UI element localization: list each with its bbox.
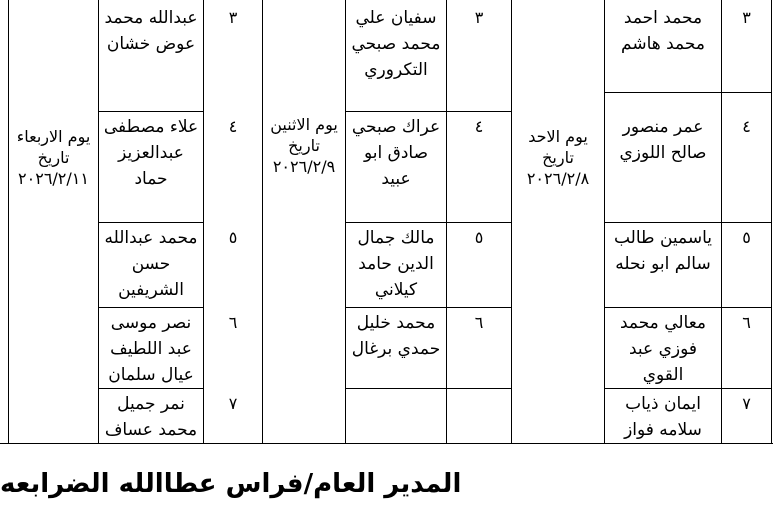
day-cell-wednesday <box>9 92 98 222</box>
day-label: يوم الاثنين <box>270 114 338 134</box>
row-divider <box>604 92 772 93</box>
row-number: ٣ <box>742 8 751 27</box>
row-divider <box>345 222 512 223</box>
row-number: ٦ <box>228 313 238 332</box>
date-value: ٢٠٢٦/٢/٨ <box>526 168 590 188</box>
row-number: ٥ <box>228 228 238 247</box>
employee-name: معالي محمد فوزي عبد القوي <box>619 313 707 385</box>
row-number: ٣ <box>474 8 484 27</box>
date-label: تاريخ <box>542 147 574 167</box>
director-signature-line: المدير العام/فراس عطاالله الضرابعه <box>0 469 462 499</box>
footer <box>0 458 773 510</box>
employee-name: ياسمين طالب سالم ابو نحله <box>613 228 713 274</box>
row-number: ٦ <box>742 313 751 332</box>
employee-name: عبدالله محمد عوض خشان <box>104 8 198 54</box>
day-cell-sunday <box>512 92 604 222</box>
employee-name: محمد خليل حمدي برغال <box>351 313 441 359</box>
employee-name: سفيان علي محمد صبحي التكروري <box>351 8 441 80</box>
row-number: ٤ <box>228 117 238 136</box>
employee-name: عمر منصور صالح اللوزي <box>619 117 707 163</box>
date-label: تاريخ <box>288 135 320 155</box>
date-value: ٢٠٢٦/٢/٩ <box>272 156 336 176</box>
row-divider <box>604 388 772 389</box>
employee-name: مالك جمال الدين حامد كيلاني <box>357 228 435 300</box>
row-divider <box>98 388 204 389</box>
date-value: ٢٠٢٦/٢/١١ <box>18 168 89 188</box>
day-cell-monday <box>263 80 345 210</box>
employee-name: محمد عبدالله حسن الشريفين <box>104 228 198 300</box>
day-label: يوم الاحد <box>528 126 588 146</box>
row-number: ٦ <box>474 313 484 332</box>
row-divider <box>98 111 204 112</box>
row-divider <box>345 307 512 308</box>
employee-name: نمر جميل محمد عساف <box>104 394 198 440</box>
row-number: ٣ <box>228 8 238 27</box>
row-number: ٤ <box>474 117 484 136</box>
day-label: يوم الاربعاء <box>16 126 91 146</box>
table-bottom-border <box>0 443 773 444</box>
employee-name: عراك صبحي صادق ابو عبيد <box>351 117 441 189</box>
row-number: ٥ <box>742 228 751 247</box>
row-divider <box>98 222 204 223</box>
date-label: تاريخ <box>37 147 70 167</box>
row-divider <box>345 111 512 112</box>
row-number: ٤ <box>742 117 751 136</box>
row-divider <box>345 388 512 389</box>
row-number: ٥ <box>474 228 484 247</box>
employee-name: نصر موسى عبد اللطيف عيال سلمان <box>108 313 194 385</box>
grid-line <box>262 0 263 443</box>
row-divider <box>98 307 204 308</box>
row-number: ٧ <box>228 394 238 413</box>
row-number: ٧ <box>742 394 751 413</box>
row-divider <box>604 222 772 223</box>
employee-name: ايمان ذياب سلامه فواز <box>624 394 702 440</box>
employee-name: علاء مصطفى عبدالعزيز حماد <box>103 117 199 189</box>
row-divider <box>604 307 772 308</box>
employee-name: محمد احمد محمد هاشم <box>621 8 705 54</box>
